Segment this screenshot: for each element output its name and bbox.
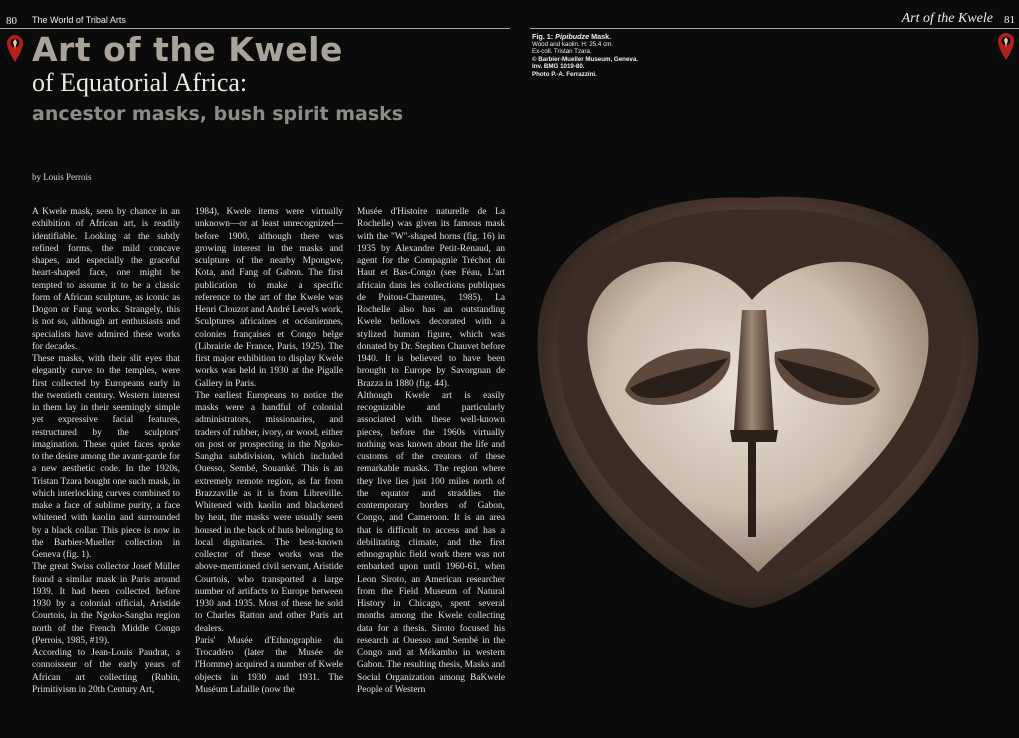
byline: by Louis Perrois <box>32 172 92 182</box>
right-section-title: Art of the Kwele <box>901 11 993 26</box>
paragraph: These masks, with their slit eyes that elegantly curve to the temples, were first collected by Europeans early in the twentieth century. Western interest in them lay in their seemingly simple yet expressive facial features, restructured by the sculptors' imagination. These quiet faces spoke to the desire among the avant-garde for a new aesthetic code. In the 1920s, Tristan Tzara bought one such mask, in which interlocking curves combined to make a face of sublime purity, a face whitened with kaolin and surrounded by a black collar. This piece is now in the Barbier-Mueller collection in Geneva (fig. 1). <box>32 354 180 560</box>
paragraph: Although Kwele art is easily recognizable and particularly associated with these well-known pieces, before the 1960s virtually nothing was known about the life and customs of the creators of these remarkable masks. The region where they live lies just 100 miles north of the equator and straddles the contemporary borders of Gabon, Congo, and Cameroon. It is an area that is difficult to access and has a debilitating climate, and the first ethnographic field work there was not embarked upon until 1960-61, when Leon Siroto, an American researcher from the Field Museum of Natural History in Chicago, spent several months among the Kwele collecting data for a thesis. Siroto focused his research at Ouesso and Sembé in the Congo and at Mékambo in western Gabon. The resulting thesis, Masks and Social Organization among BaKwele People of Western <box>357 390 505 695</box>
right-page-number: 81 <box>1004 14 1015 26</box>
map-pin-icon <box>997 31 1015 61</box>
caption-line: Inv. BMG 1019-80. <box>532 63 585 71</box>
article-tagline: ancestor masks, bush spirit masks <box>32 103 404 125</box>
paragraph: The earliest Europeans to notice the masks were a handful of colonial administrators, missionaries, and traders of rubber, ivory, or wood, either on post or prospecting in the Ngoko-Sangha subdivision, which included Ouesso, Sembé, Souanké. This is an extremely remote region, as far from Brazzaville as it is from Libreville. Whitened with kaolin and blackened by heat, the masks were usually seen housed in the back of huts belonging to local dignitaries. The best-known collector of these works was the above-mentioned civil servant, Aristide Courtois, who transported a large number of artifacts to Europe between 1930 and 1935. Most of these he sold to Charles Ratton and other Paris art dealers. <box>195 390 343 634</box>
article-title: Art of the Kwele <box>32 30 343 69</box>
caption-line: Wood and kaolin. H: 25.4 cm. <box>532 40 614 48</box>
caption-line: © Barbier-Mueller Museum, Geneva. <box>532 55 638 63</box>
kwele-mask-photo <box>530 180 990 610</box>
paragraph: Paris' Musée d'Ethnographie du Trocadéro (later the Musée de l'Homme) acquired a number of Kwele objects in 1930 and 1931. The Muséum Lafaille (now the <box>195 635 343 695</box>
text-column-2 <box>195 206 343 726</box>
caption-line: Photo P.-A. Ferrazzini. <box>532 70 597 78</box>
figure-caption <box>532 33 702 79</box>
caption-title: Fig. 1: Pipibudze Mask. <box>532 32 612 41</box>
left-page-number: 80 <box>6 15 17 27</box>
text-column-1 <box>32 206 180 726</box>
caption-line: Ex-coll. Tristan Tzara. <box>532 48 592 56</box>
paragraph: The great Swiss collector Josef Müller found a similar mask in Paris around 1939. It had been collected before 1930 by a colonial official, Aristide Courtois, in the Ngoko-Sangha region north of the French Middle Congo (Perrois, 1985, #19). <box>32 562 180 646</box>
left-running-header <box>0 12 510 29</box>
right-running-header <box>530 12 1019 29</box>
article-subtitle: of Equatorial Africa: <box>32 68 248 97</box>
paragraph: A Kwele mask, seen by chance in an exhibition of African art, is readily identifiable. Looking at the subtly refined forms, the mild concave shapes, and especially the graceful heart-shaped face, one might be tempted to assume it to be a classic form of African sculpture, as iconic as Dogon or Fang works. Strangely, this is not so, although art enthusiasts and specialists have admired these works for decades. <box>32 207 180 352</box>
paragraph: 1984), Kwele items were virtually unknown—or at least unrecognized—before 1900, although there was growing interest in the masks and sculpture of the nearby Mpongwe, Kota, and Fang of Gabon. The first publication to make a specific reference to the art of the Kwele was Henri Clouzot and André Level's work, Sculptures africaines et océaniennes, colonies françaises et Congo belge (Librairie de France, Paris, 1925). The first major exhibition to display Kwele works was held in 1930 at the Pigalle Gallery in Paris. <box>195 207 343 389</box>
paragraph: Musée d'Histoire naturelle de La Rochelle) was given its famous mask with the "W"-shaped horns (fig. 16) in 1935 by Alexandre Petit-Renaud, an agent for the Compagnie Tréchot du Haut et Bas-Congo (see Féau, L'art africain dans les collections publiques de Poitou-Charentes, 1985). La Rochelle also has an outstanding Kwele bellows decorated with a stylized human figure, which was donated by Dr. Stephen Chauvet before 1940. It is believed to have been brought to Europe by Savorgnan de Brazza in 1880 (fig. 44). <box>357 207 505 389</box>
left-section-title: The World of Tribal Arts <box>32 15 126 25</box>
paragraph: According to Jean-Louis Paudrat, a connoisseur of the early years of African art collecting (Rubin, Primitivism in 20th Century Art, <box>32 648 180 695</box>
map-pin-icon <box>6 33 24 63</box>
text-column-3 <box>357 206 505 726</box>
